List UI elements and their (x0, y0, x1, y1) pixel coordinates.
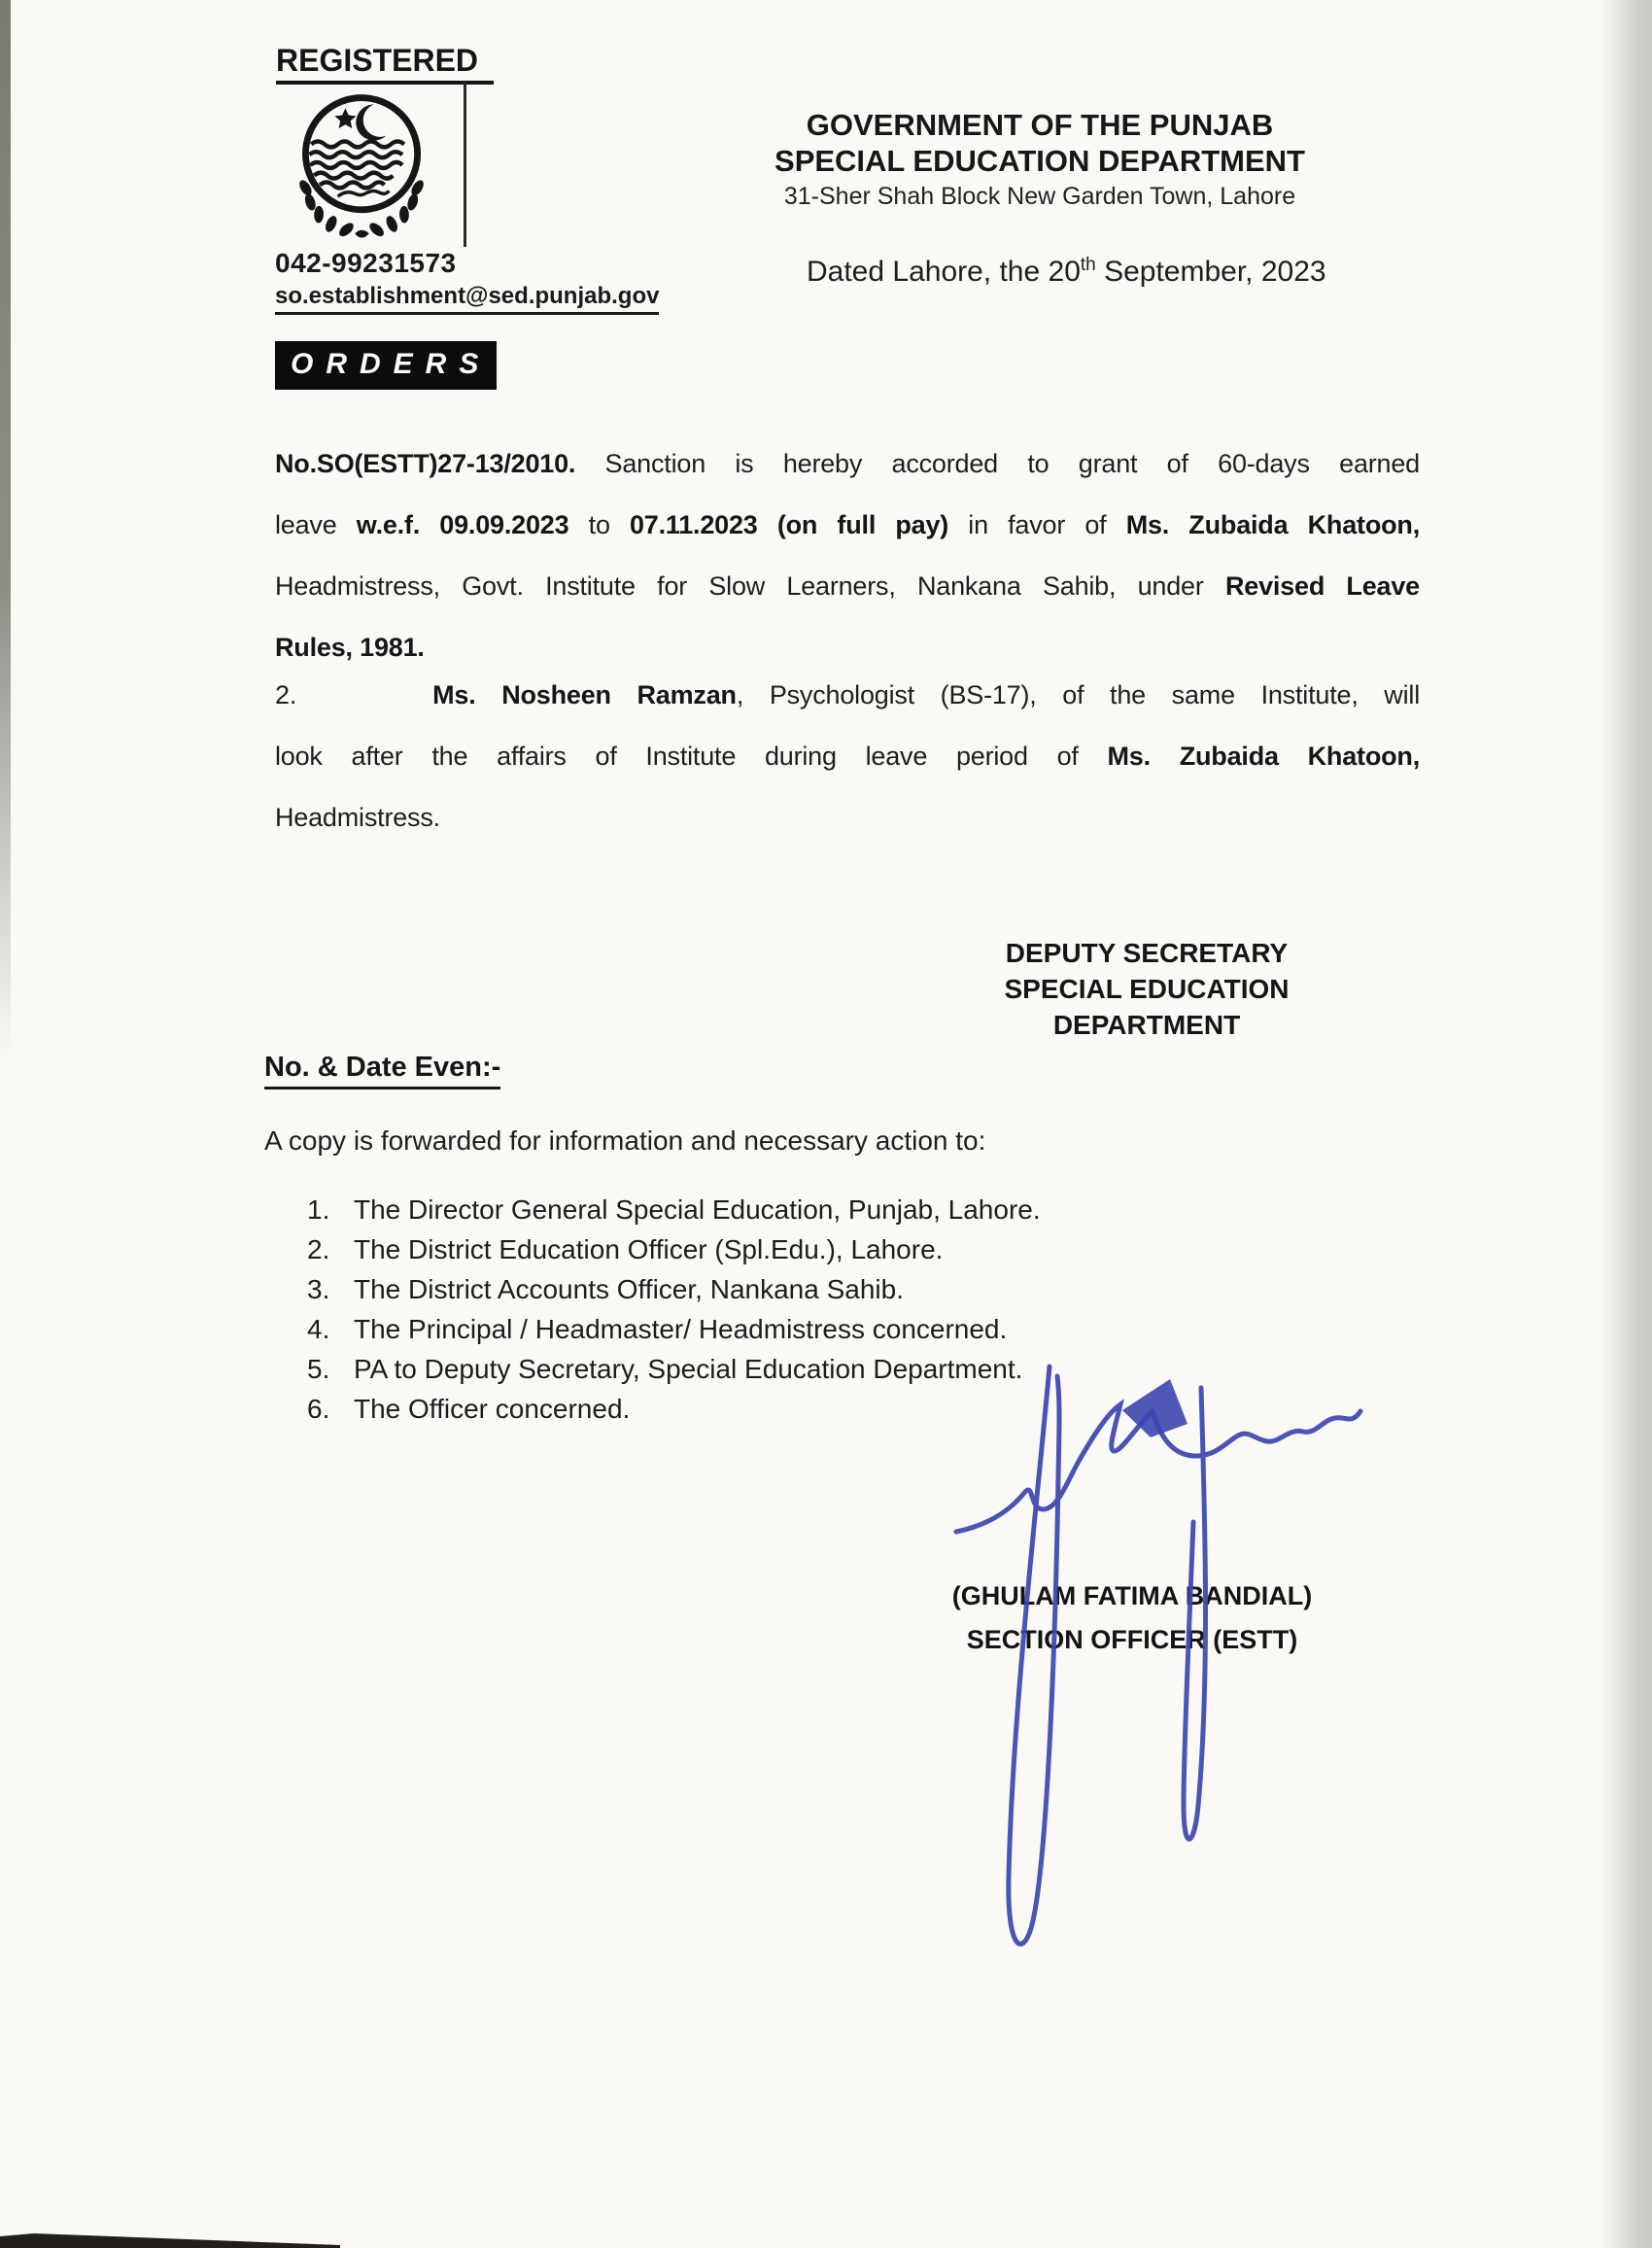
email-address: so.establishment@sed.punjab.gov (275, 283, 659, 315)
list-item (307, 1229, 1041, 1269)
paragraph-line: No.SO(ESTT)27-13/2010. Sanction is hereby accorded to grant of 60-days earned (275, 449, 1420, 478)
signer-name: (GHULAM FATIMA BANDIAL) (951, 1581, 1313, 1610)
list-item (307, 1309, 1041, 1349)
paragraph-line: Headmistress. (275, 803, 440, 832)
left-edge-shadow (0, 0, 11, 1059)
signatory-line: SPECIAL EDUCATION (1004, 974, 1290, 1004)
orders-heading: ORDERS (275, 341, 497, 390)
punjab-crest-icon (286, 82, 439, 241)
date-ordinal: th (1080, 255, 1096, 275)
list-item (307, 1349, 1041, 1389)
signer-block (923, 1574, 1341, 1662)
order-paragraph-1 (275, 433, 1420, 678)
government-title: GOVERNMENT OF THE PUNJAB (806, 108, 1274, 142)
list-item (307, 1269, 1041, 1309)
date-prefix: Dated Lahore, the 20 (807, 256, 1081, 288)
signer-title: SECTION OFFICER (ESTT) (966, 1625, 1298, 1654)
right-edge-shadow (1601, 0, 1652, 2248)
list-item (307, 1389, 1041, 1429)
copy-forwarded-intro: A copy is forwarded for information and necessary action to: (264, 1125, 986, 1156)
list-item (307, 1190, 1041, 1229)
list-item-number: 3. (307, 1274, 330, 1304)
list-item-text: The Principal / Headmaster/ Headmistress concerned. (354, 1314, 1008, 1344)
registered-label: REGISTERED (276, 43, 494, 85)
paragraph-line: Headmistress, Govt. Institute for Slow Learners, Nankana Sahib, under Revised Leave (275, 571, 1420, 601)
paragraph-line: leave w.e.f. 09.09.2023 to 07.11.2023 (on full pay) in favor of Ms. Zubaida Khatoon, (275, 510, 1421, 539)
list-item-number: 5. (307, 1354, 330, 1384)
paragraph-line: look after the affairs of Institute during leave period of Ms. Zubaida Khatoon, (275, 742, 1420, 771)
department-address: 31-Sher Shah Block New Garden Town, Lahore (783, 183, 1296, 210)
list-item-text: The Director General Special Education, Punjab, Lahore. (354, 1194, 1041, 1225)
list-item-number: 4. (307, 1314, 330, 1344)
department-title: SPECIAL EDUCATION DEPARTMENT (774, 144, 1305, 178)
list-item-text: The District Education Officer (Spl.Edu.), Lahore. (354, 1234, 944, 1264)
signatory-line: DEPARTMENT (1052, 1010, 1241, 1040)
list-item-number: 6. (307, 1394, 330, 1424)
list-item-text: The District Accounts Officer, Nankana Sahib. (354, 1274, 904, 1304)
deputy-secretary-block (972, 935, 1322, 1043)
distribution-list (307, 1190, 1041, 1429)
list-item-text: PA to Deputy Secretary, Special Education Department. (354, 1354, 1023, 1384)
list-item-text: The Officer concerned. (354, 1394, 631, 1424)
order-paragraph-2 (275, 665, 1420, 848)
paragraph-line: Rules, 1981. (275, 633, 425, 662)
date-suffix: September, 2023 (1095, 256, 1326, 288)
letterhead-divider-line (464, 82, 466, 247)
bottom-edge-mark (0, 2233, 340, 2248)
signatory-line: DEPUTY SECRETARY (1005, 938, 1289, 968)
number-date-even-heading: No. & Date Even:- (264, 1052, 500, 1089)
phone-number: 042-99231573 (275, 248, 457, 278)
date-line (807, 255, 1326, 289)
list-item-number: 2. (307, 1234, 330, 1264)
paragraph-line: 2. Ms. Nosheen Ramzan, Psychologist (BS-17), of the same Institute, will (275, 680, 1420, 709)
letterhead-block (700, 107, 1380, 212)
list-item-number: 1. (307, 1194, 330, 1225)
